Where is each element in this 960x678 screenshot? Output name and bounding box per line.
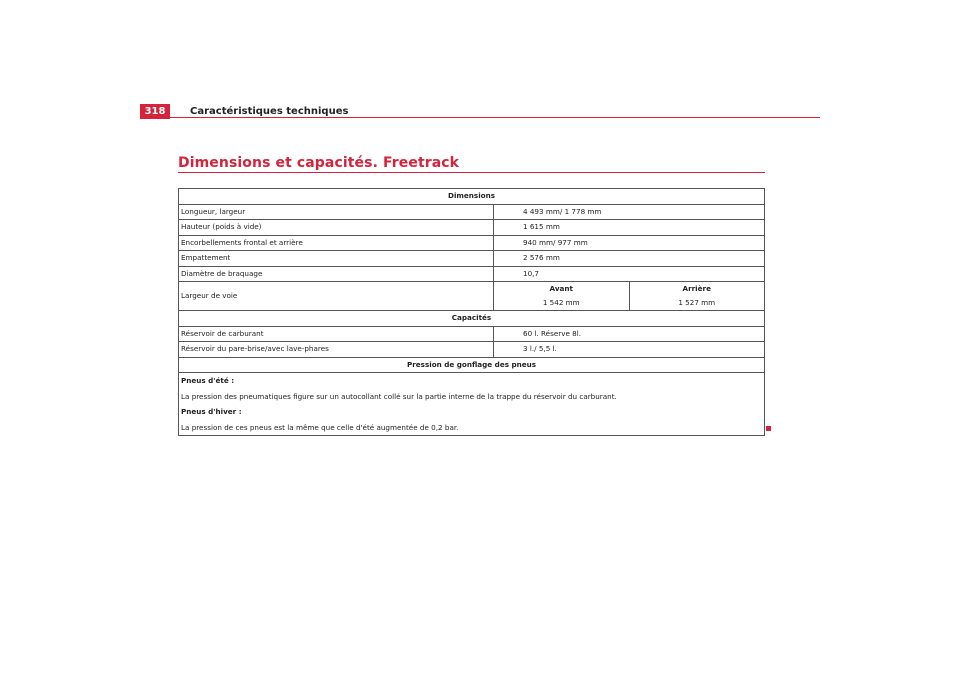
winter-tires-text: La pression de ces pneus est la même que celle d'été augmentée de 0,2 bar. bbox=[181, 422, 459, 432]
row-label: Hauteur (poids à vide) bbox=[179, 220, 494, 236]
row-label: Empattement bbox=[179, 251, 494, 267]
row-label: Réservoir du pare-brise/avec lave-phares bbox=[179, 342, 494, 358]
table-row bbox=[179, 204, 765, 220]
page-number: 318 bbox=[140, 104, 170, 119]
table-row bbox=[179, 189, 765, 205]
row-value: 60 l. Réserve 8l. bbox=[494, 326, 765, 342]
row-value: 2 576 mm bbox=[494, 251, 765, 267]
summer-tires-text: La pression des pneumatiques figure sur un autocollant collé sur la partie interne de la trappe du réservoir du carburant. bbox=[181, 391, 617, 401]
row-value: 1 615 mm bbox=[494, 220, 765, 236]
track-label: Largeur de voie bbox=[179, 282, 494, 311]
tire-pressure-heading: Pression de gonflage des pneus bbox=[179, 357, 765, 373]
header-rule bbox=[170, 117, 820, 118]
specifications-table bbox=[178, 188, 765, 436]
heading-rule bbox=[178, 172, 765, 173]
track-rear-value: 1 527 mm bbox=[678, 297, 716, 307]
end-of-section-icon bbox=[766, 426, 771, 431]
table-row bbox=[179, 235, 765, 251]
table-row bbox=[179, 266, 765, 282]
track-front-heading: Avant bbox=[494, 282, 629, 296]
dimensions-heading: Dimensions bbox=[179, 189, 765, 205]
tire-pressure-notes bbox=[179, 373, 765, 436]
row-value: 10,7 bbox=[494, 266, 765, 282]
table-row bbox=[179, 311, 765, 327]
table-row bbox=[179, 373, 765, 436]
track-front-value: 1 542 mm bbox=[494, 296, 629, 310]
row-value: 940 mm/ 977 mm bbox=[494, 235, 765, 251]
summer-tires-label: Pneus d'été : bbox=[181, 376, 235, 385]
row-value: 4 493 mm/ 1 778 mm bbox=[494, 204, 765, 220]
row-value: 3 l./ 5,5 l. bbox=[494, 342, 765, 358]
row-label: Réservoir de carburant bbox=[179, 326, 494, 342]
table-row bbox=[179, 326, 765, 342]
table-row bbox=[179, 342, 765, 358]
table-row bbox=[179, 282, 765, 311]
section-title: Caractéristiques techniques bbox=[190, 106, 349, 117]
row-label: Encorbellements frontal et arrière bbox=[179, 235, 494, 251]
page-heading: Dimensions et capacités. Freetrack bbox=[178, 155, 460, 171]
track-subtable bbox=[494, 282, 764, 310]
track-values bbox=[494, 282, 765, 311]
table-row bbox=[179, 220, 765, 236]
row-label: Longueur, largeur bbox=[179, 204, 494, 220]
table-row bbox=[179, 251, 765, 267]
capacities-heading: Capacités bbox=[179, 311, 765, 327]
table-row bbox=[179, 357, 765, 373]
winter-tires-label: Pneus d'hiver : bbox=[181, 407, 242, 416]
track-rear-heading: Arrière bbox=[682, 283, 711, 293]
row-label: Diamètre de braquage bbox=[179, 266, 494, 282]
